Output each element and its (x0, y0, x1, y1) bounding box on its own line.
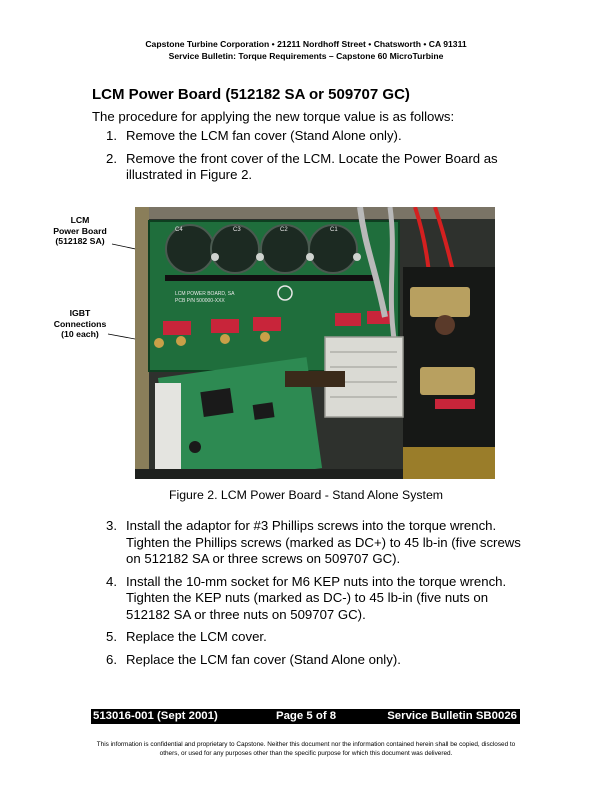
power-board-photo (135, 207, 495, 479)
connector-block (155, 383, 181, 473)
step-text: Remove the front cover of the LCM. Locate the Power Board as illustrated in Figure 2. (126, 150, 498, 182)
board-text: LCM POWER BOARD, SA (175, 291, 235, 297)
step-text: Install the adaptor for #3 Phillips screws into the torque wrench. Tighten the Phillips screws (marked as DC+) to 45 lb-in (five screws on 512182 SA or three screws on 509707 GC). (126, 518, 521, 566)
footer-page-number: Page 5 of 8 (276, 710, 337, 722)
list-item (106, 574, 526, 624)
figure-caption: Figure 2. LCM Power Board - Stand Alone System (168, 488, 444, 502)
footer-bar (91, 709, 520, 724)
label-line: IGBT (69, 308, 91, 318)
inductor (410, 287, 470, 317)
label-line: LCM (70, 215, 90, 225)
step-text: Replace the LCM cover. (126, 629, 267, 644)
step-number: 4. (106, 573, 117, 589)
step-number: 2. (106, 150, 117, 166)
footer-bulletin-id: Service Bulletin SB0026 (387, 710, 517, 722)
step-number: 1. (106, 128, 117, 143)
footer-disclaimer: This information is confidential and proprietary to Capstone. Neither this document nor the information contained herein shall be copied, disclosed to others, or used for any purposes other than the specific purpose for which this document was delivered. (96, 741, 516, 757)
figure-photo (135, 207, 495, 479)
label-line: Connections (53, 318, 107, 329)
step-text: Replace the LCM fan cover (Stand Alone only). (126, 651, 401, 667)
list-item (106, 518, 526, 568)
steps-list-b (106, 518, 526, 674)
board-text: PCB P/N 500000-XXX (175, 298, 225, 304)
step-text: Remove the LCM fan cover (Stand Alone only). (126, 128, 402, 143)
label-line: (512182 SA) (55, 236, 105, 246)
cap-label: C4 (175, 227, 183, 233)
footer-doc-id: 513016-001 (Sept 2001) (93, 710, 218, 722)
header-line-2: Service Bulletin: Torque Requirements – Capstone 60 MicroTurbine (168, 51, 444, 61)
step-text: Install the 10-mm socket for M6 KEP nuts into the torque wrench. Tighten the KEP nuts (marked as DC-) to 45 lb-in (five nuts on 512182 SA or three nuts on 509707 GC). (126, 573, 507, 622)
step-number: 6. (106, 651, 117, 667)
cap-label: C2 (280, 227, 288, 233)
label-line: (10 each) (61, 329, 99, 339)
section-title: LCM Power Board (512182 SA or 509707 GC) (92, 86, 410, 103)
step-number: 5. (106, 629, 117, 644)
list-item (106, 629, 526, 646)
cap-label: C3 (233, 227, 241, 233)
label-line: Power Board (53, 225, 107, 236)
intro-text: The procedure for applying the new torque value is as follows: (92, 109, 455, 124)
cap-label: C1 (330, 227, 338, 233)
list-item (106, 652, 526, 669)
inductor (420, 367, 475, 395)
step-number: 3. (106, 518, 117, 533)
header-line-1: Capstone Turbine Corporation • 21211 Nordhoff Street • Chatsworth • CA 91311 (145, 39, 467, 49)
